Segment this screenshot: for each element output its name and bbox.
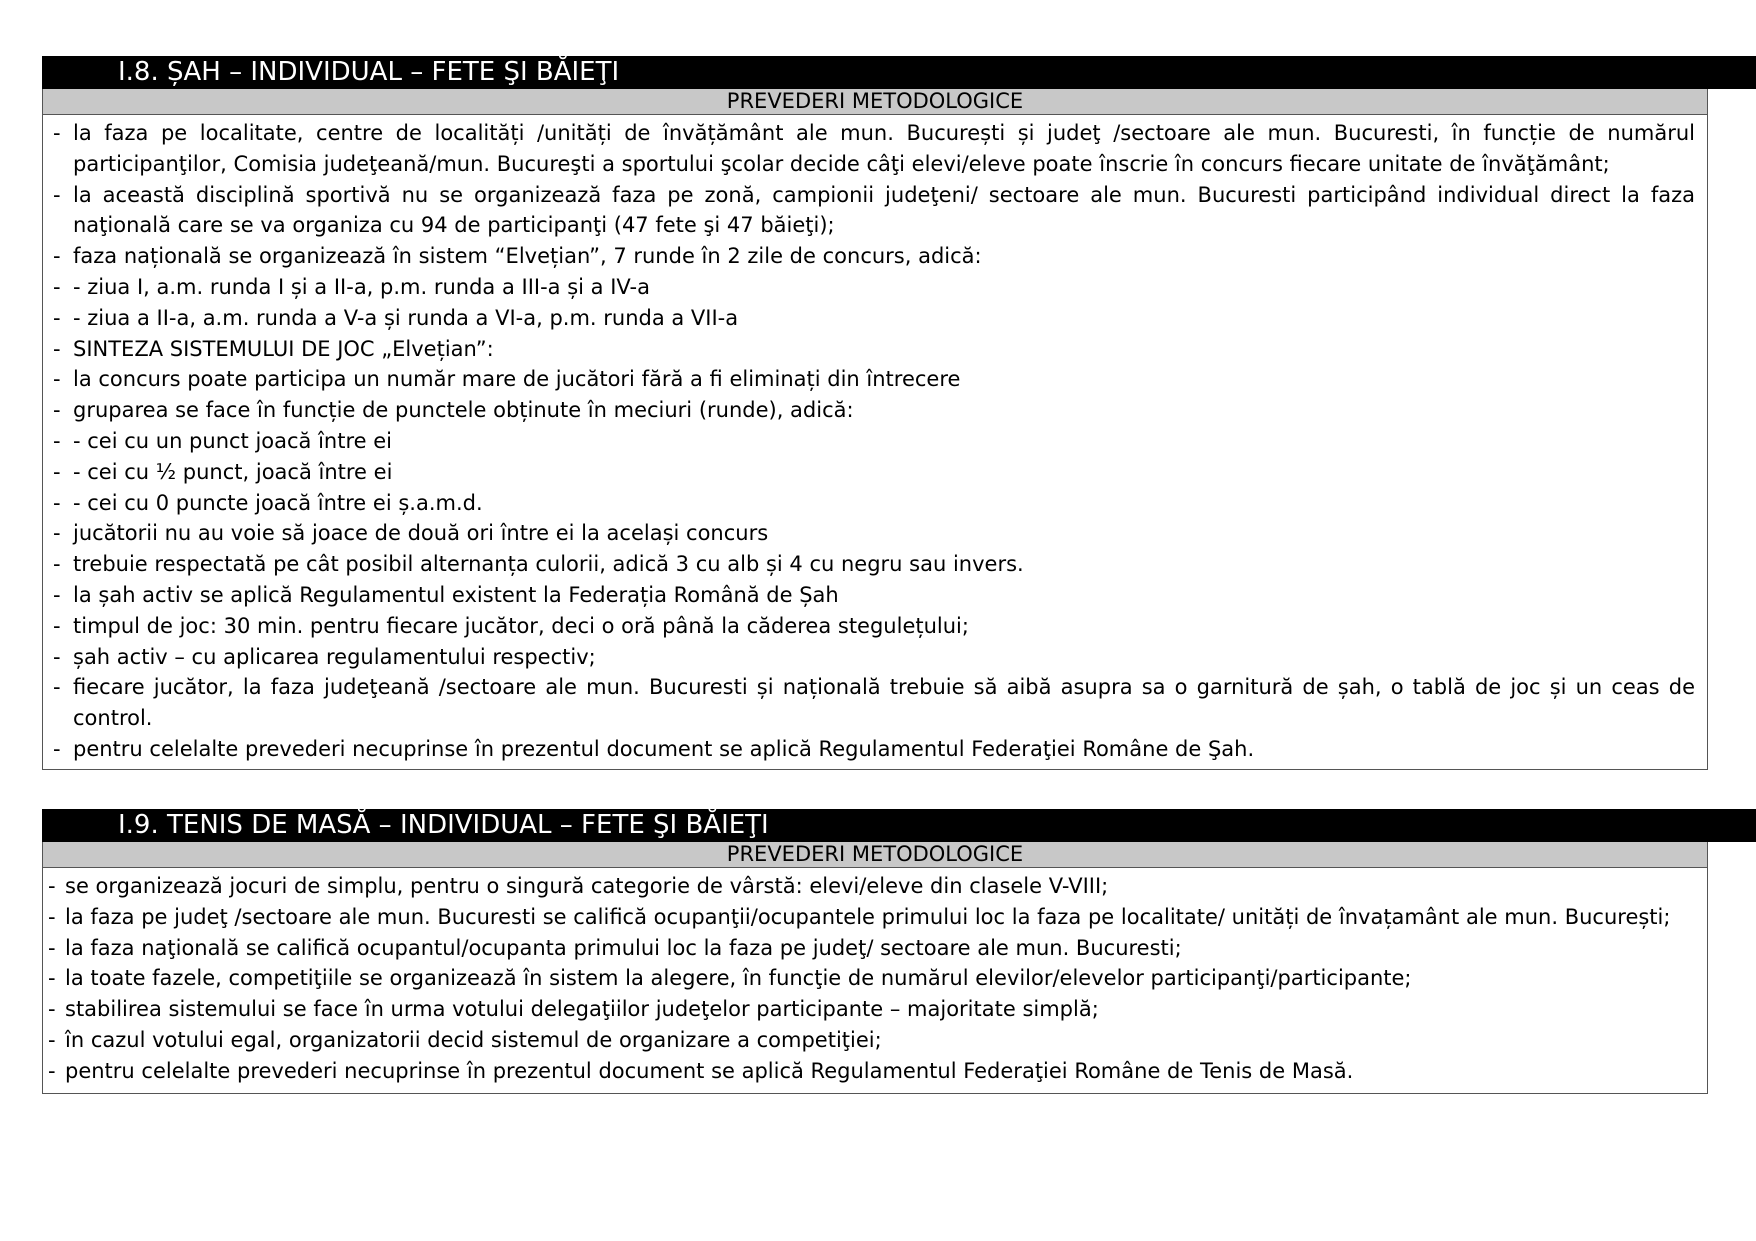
list-item: - în cazul votului egal, organizatorii decid sistemul de organizare a competiţiei; [43, 1025, 1695, 1056]
list-item: - la toate fazele, competiţiile se organizează în sistem la alegere, în funcţie de numărul elevilor/elevelor participanţi/participante; [43, 963, 1695, 994]
list-item: - la concurs poate participa un număr mare de jucători fără a fi eliminați din întrecere [43, 364, 1695, 395]
section-chess [42, 56, 1756, 770]
methodology-box [42, 89, 1708, 770]
list-item: - stabilirea sistemului se face în urma votului delegaţiilor judeţelor participante – majoritate simplă; [43, 994, 1695, 1025]
list-item: - timpul de joc: 30 min. pentru fiecare jucător, deci o oră până la căderea stegulețului; [43, 611, 1695, 642]
list-item: - - cei cu un punct joacă între ei [43, 426, 1695, 457]
box-header: PREVEDERI METODOLOGICE [43, 842, 1707, 868]
list-item: - - ziua I, a.m. runda I și a II-a, p.m. runda a III-a și a IV-a [43, 272, 1695, 303]
section-title: I.9. TENIS DE MASĂ – INDIVIDUAL – FETE ŞI BĂIEŢI [42, 809, 1756, 842]
list-item: - la șah activ se aplică Regulamentul existent la Federația Română de Șah [43, 580, 1695, 611]
list-item: - - cei cu ½ punct, joacă între ei [43, 457, 1695, 488]
list-item: - jucătorii nu au voie să joace de două ori între ei la același concurs [43, 518, 1695, 549]
list-item: - la faza pe localitate, centre de localități /unități de învățământ ale mun. București și judeţ /sectoare ale mun. Bucuresti, în funcție de numărul participanţilor, Comisia judeţeană/mun. Bucureşti a sportului şcolar decide câţi elevi/eleve poate înscrie în concurs fiecare unitate de învăţământ; [43, 118, 1695, 180]
list-item: - pentru celelalte prevederi necuprinse în prezentul document se aplică Regulamentul Federaţiei Române de Şah. [43, 734, 1695, 765]
section-title: I.8. ȘAH – INDIVIDUAL – FETE ŞI BĂIEŢI [42, 56, 1756, 89]
list-item: - la faza pe judeţ /sectoare ale mun. Bucuresti se califică ocupanţii/ocupantele primului loc la faza pe localitate/ unități de învațamânt ale mun. București; [43, 902, 1695, 933]
section-table-tennis [42, 809, 1756, 1094]
list-item: - - ziua a II-a, a.m. runda a V-a și runda a VI-a, p.m. runda a VII-a [43, 303, 1695, 334]
provisions-list [43, 868, 1707, 1093]
list-item: - SINTEZA SISTEMULUI DE JOC „Elvețian”: [43, 334, 1695, 365]
list-item: - gruparea se face în funcție de punctele obținute în meciuri (runde), adică: [43, 395, 1695, 426]
list-item: - fiecare jucător, la faza judeţeană /sectoare ale mun. Bucuresti și națională trebuie să aibă asupra sa o garnitură de șah, o tablă de joc și un ceas de control. [43, 672, 1695, 734]
list-item: - pentru celelalte prevederi necuprinse în prezentul document se aplică Regulamentul Federaţiei Române de Tenis de Masă. [43, 1056, 1695, 1087]
methodology-box [42, 842, 1708, 1094]
box-header: PREVEDERI METODOLOGICE [43, 89, 1707, 115]
list-item: - se organizează jocuri de simplu, pentru o singură categorie de vârstă: elevi/eleve din clasele V-VIII; [43, 871, 1695, 902]
list-item: - - cei cu 0 puncte joacă între ei ș.a.m.d. [43, 488, 1695, 519]
list-item: - faza națională se organizează în sistem “Elvețian”, 7 runde în 2 zile de concurs, adică: [43, 241, 1695, 272]
provisions-list [43, 115, 1707, 769]
list-item: - șah activ – cu aplicarea regulamentului respectiv; [43, 642, 1695, 673]
list-item: - trebuie respectată pe cât posibil alternanța culorii, adică 3 cu alb și 4 cu negru sau invers. [43, 549, 1695, 580]
list-item: - la această disciplină sportivă nu se organizează faza pe zonă, campionii judeţeni/ sectoare ale mun. Bucuresti participând individual direct la faza naţională care se va organiza cu 94 de participanţi (47 fete şi 47 băieţi); [43, 180, 1695, 242]
list-item: - la faza naţională se califică ocupantul/ocupanta primului loc la faza pe judeţ/ sectoare ale mun. Bucuresti; [43, 933, 1695, 964]
